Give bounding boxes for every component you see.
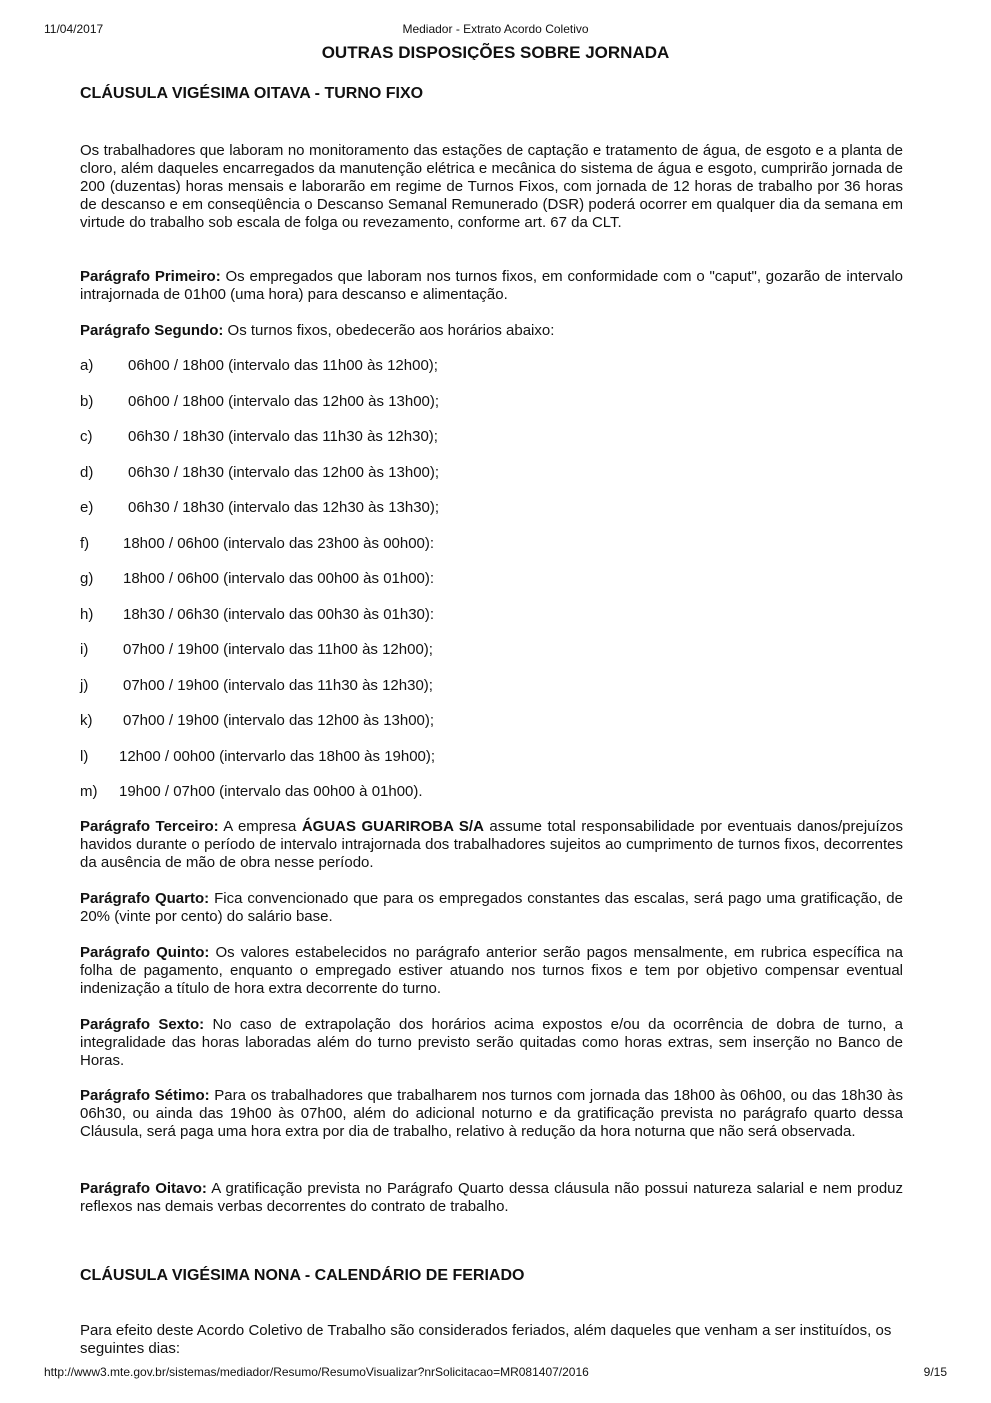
shift-item-text: 06h30 / 18h30 (intervalo das 12h00 às 13h00); xyxy=(128,464,440,481)
shift-item-letter: a) xyxy=(80,357,94,374)
paragraph-quinto xyxy=(80,944,903,998)
shift-item-letter: j) xyxy=(80,677,89,694)
shift-item-text: 18h00 / 06h00 (intervalo das 23h00 às 00h00): xyxy=(123,535,435,552)
paragraph-label: Parágrafo Terceiro: xyxy=(80,818,219,835)
shift-item-letter: b) xyxy=(80,393,94,410)
shift-item-text: 06h30 / 18h30 (intervalo das 11h30 às 12h30); xyxy=(128,428,438,445)
paragraph-oitavo xyxy=(80,1180,903,1216)
shift-item-text: 06h30 / 18h30 (intervalo das 12h30 às 13h30); xyxy=(128,499,440,516)
shift-item-text: 07h00 / 19h00 (intervalo das 11h00 às 12h00); xyxy=(123,641,433,658)
shift-item-letter: h) xyxy=(80,606,94,623)
paragraph-text: No caso de extrapolação dos horários acima expostos e/ou da ocorrência de dobra de turno, a integralidade das horas laboradas além do turno previsto serão quitadas como horas extras, sem inserção no Banco de Horas. xyxy=(80,1016,903,1069)
shift-item xyxy=(80,641,433,659)
paragraph-terceiro xyxy=(80,818,903,872)
shift-item xyxy=(80,393,439,411)
shift-item-letter: g) xyxy=(80,570,94,587)
shift-item-letter: k) xyxy=(80,712,93,729)
paragraph-label: Parágrafo Primeiro: xyxy=(80,268,221,285)
shift-item-text: 18h00 / 06h00 (intervalo das 00h00 às 01h00): xyxy=(123,570,435,587)
shift-item xyxy=(80,357,438,375)
shift-item xyxy=(80,677,433,695)
paragraph-label: Parágrafo Quinto: xyxy=(80,944,210,961)
shift-item xyxy=(80,535,434,553)
paragraph-label: Parágrafo Quarto: xyxy=(80,890,210,907)
print-title: Mediador - Extrato Acordo Coletivo xyxy=(402,22,589,36)
paragraph-text: Para os trabalhadores que trabalharem nos turnos com jornada das 18h00 às 06h00, ou das 18h30 às 06h30, ou ainda das 19h00 às 07h00, além do adicional noturno e da gratificação prevista no parágrafo quarto dessa Cláusula, será paga uma hora extra por dia de trabalho, relativo à redução da hora noturna que não será observada. xyxy=(80,1087,903,1140)
shift-item-text: 19h00 / 07h00 (intervalo das 00h00 à 01h00). xyxy=(119,783,423,800)
shift-item-letter: l) xyxy=(80,748,89,765)
paragraph-setimo xyxy=(80,1087,903,1141)
shift-item-text: 12h00 / 00h00 (intervarlo das 18h00 às 19h00); xyxy=(119,748,436,765)
paragraph-label: Parágrafo Sexto: xyxy=(80,1016,205,1033)
paragraph-sexto xyxy=(80,1016,903,1070)
page-number: 9/15 xyxy=(923,1365,947,1379)
paragraph-text: Fica convencionado que para os empregados constantes das escalas, será pago uma gratificação, de 20% (vinte por cento) do salário base. xyxy=(80,890,903,925)
shift-item xyxy=(80,464,439,482)
shift-item xyxy=(80,748,435,766)
shift-item-letter: f) xyxy=(80,535,90,552)
shift-item-letter: e) xyxy=(80,499,94,516)
shift-item-letter: d) xyxy=(80,464,94,481)
source-url: http://www3.mte.gov.br/sistemas/mediador/Resumo/ResumoVisualizar?nrSolicitacao=MR081407/2016 xyxy=(44,1365,589,1379)
shift-item xyxy=(80,570,434,588)
company-name: ÁGUAS GUARIROBA S/A xyxy=(301,818,484,835)
clause-28-title: CLÁUSULA VIGÉSIMA OITAVA - TURNO FIXO xyxy=(80,85,424,102)
paragraph-text: assume total responsabilidade por eventuais danos/prejuízos havidos durante o período de intervalo intrajornada dos trabalhadores sujeitos ao cumprimento de turnos fixos, decorrentes da ausência de mão de obra nesse período. xyxy=(80,818,904,871)
paragraph-text: Os valores estabelecidos no parágrafo anterior serão pagos mensalmente, em rubrica específica na folha de pagamento, enquanto o empregado estiver atuando nos turnos fixos e tem por objetivo compensar eventual indenização a título de hora extra decorrente do turno. xyxy=(80,944,903,997)
shift-item-letter: m) xyxy=(80,783,98,800)
section-heading-cut xyxy=(0,38,991,60)
shift-item-text: 06h00 / 18h00 (intervalo das 11h00 às 12h00); xyxy=(128,357,438,374)
shift-item xyxy=(80,499,439,517)
shift-item xyxy=(80,428,438,446)
shift-item-text: 07h00 / 19h00 (intervalo das 11h30 às 12h30); xyxy=(123,677,433,694)
paragraph-primeiro xyxy=(80,268,903,304)
shift-item xyxy=(80,712,434,730)
shift-item xyxy=(80,783,423,801)
paragraph-quarto xyxy=(80,890,903,926)
clause-29-title: CLÁUSULA VIGÉSIMA NONA - CALENDÁRIO DE FERIADO xyxy=(80,1267,525,1284)
paragraph-label: Parágrafo Sétimo: xyxy=(80,1087,210,1104)
print-date: 11/04/2017 xyxy=(44,22,104,36)
clause-28-intro: Os trabalhadores que laboram no monitoramento das estações de captação e tratamento de água, de esgoto e a planta de cloro, além daqueles encarregados da manutenção elétrica e mecânica do sistema de água e esgoto, cumprirão jornada de 200 (duzentas) horas mensais e laborarão em regime de Turnos Fixos, com jornada de 12 horas de trabalho por 36 horas de descanso e em conseqüência o Descanso Semanal Remunerado (DSR) poderá ocorrer em qualquer dia da semana em virtude do trabalho sob escala de folga ou revezamento, conforme art. 67 da CLT. xyxy=(80,142,903,231)
paragraph-label: Parágrafo Oitavo: xyxy=(80,1180,207,1197)
shift-item-text: 18h30 / 06h30 (intervalo das 00h30 às 01h30): xyxy=(123,606,435,623)
paragraph-text-pre: A empresa xyxy=(218,818,302,835)
shift-item-text: 07h00 / 19h00 (intervalo das 12h00 às 13h00); xyxy=(123,712,435,729)
clause-29-intro: Para efeito deste Acordo Coletivo de Trabalho são considerados feriados, além daqueles que venham a ser instituídos, os seguintes dias: xyxy=(80,1322,892,1356)
paragraph-text: Os turnos fixos, obedecerão aos horários abaixo: xyxy=(223,322,555,339)
shift-item-letter: i) xyxy=(80,641,89,658)
paragraph-text: A gratificação prevista no Parágrafo Quarto dessa cláusula não possui natureza salarial e nem produz reflexos nas demais verbas decorrentes do contrato de trabalho. xyxy=(80,1180,904,1215)
paragraph-segundo xyxy=(80,322,903,340)
shift-item-text: 06h00 / 18h00 (intervalo das 12h00 às 13h00); xyxy=(128,393,440,410)
section-heading-text: OUTRAS DISPOSIÇÕES SOBRE JORNADA xyxy=(321,43,670,60)
shift-item-letter: c) xyxy=(80,428,93,445)
paragraph-text: Os empregados que laboram nos turnos fixos, em conformidade com o "caput", gozarão de intervalo intrajornada de 01h00 (uma hora) para descanso e alimentação. xyxy=(80,268,904,303)
shift-item xyxy=(80,606,434,624)
paragraph-label: Parágrafo Segundo: xyxy=(80,322,224,339)
